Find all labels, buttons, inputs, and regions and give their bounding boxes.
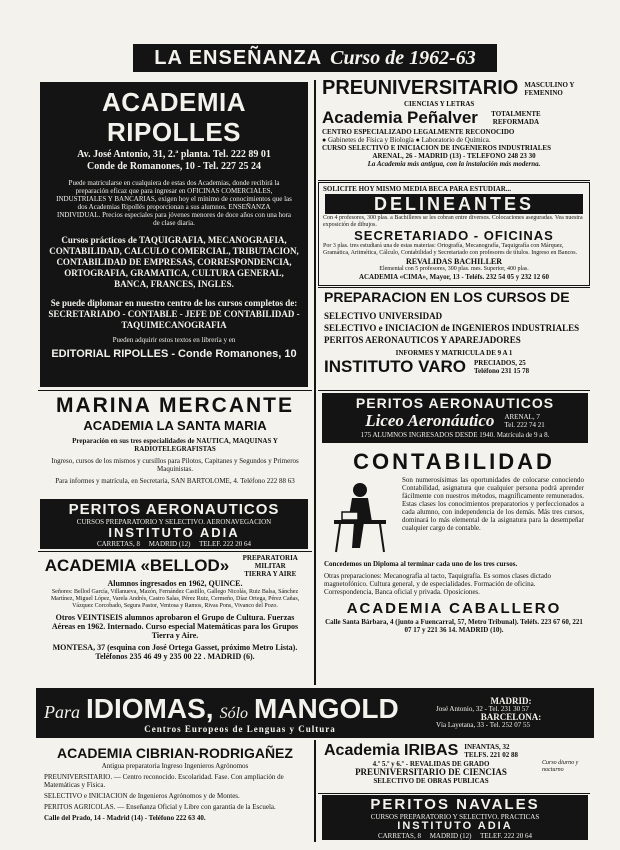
- caballero-diploma: Concedemos un Diploma al terminar cada uno de los tres cursos.: [324, 560, 518, 568]
- mangold-addresses: [436, 697, 586, 729]
- mangold-sub: Centros Europeos de Lenguas y Cultura: [144, 723, 336, 734]
- header-banner: [133, 44, 497, 72]
- navales-sub: CURSOS PREPARATORIO Y SELECTIVO. PRACTICAS: [370, 813, 540, 821]
- iribas-tel: TELFS. 221 02 88: [464, 751, 518, 759]
- penalver-ciencias: CIENCIAS Y LETRAS: [404, 100, 475, 108]
- bellod-tag-1: PREPARATORIA MILITAR: [242, 554, 298, 570]
- liceo-text: 175 ALUMNOS INGRESADOS DESDE 1940. Matrícula de 9 a 8.: [360, 431, 550, 439]
- cima-solicite: SOLICITE HOY MISMO MEDIA BECA PARA ESTUDIAR...: [323, 185, 512, 193]
- ripolles-address-1: Av. José Antonio, 31, 2.ª planta. Tel. 222 89 01: [77, 149, 271, 160]
- bellod-tag: [235, 554, 305, 578]
- mangold-barcelona-addr: Vía Layetana, 33 - Tel. 252 07 55: [436, 721, 531, 729]
- varo-contact: [474, 359, 529, 375]
- caballero-ad: [318, 446, 590, 684]
- bellod-line-2: Señores: Bellod García, Villanueva, Mazón, Fernández Castillo, Gallego Nicolás, Ruiz Balsa, Sánchez Martínez, Miguel López, Varela Andrés, Castro Salas, Pérez Ruiz, Cermeño, Díaz Ortega, Pérez Cañas, Vázquez Corcobado, Segura Pastor, Ventosa y Ramos, Rivas Pons, Vivanco del Pozo.: [50, 589, 300, 609]
- mangold-idiomas: IDIOMAS,: [86, 692, 214, 724]
- marina-text-2: Ingreso, cursos de los mismos y cursillos para Pilotos, Capitanes y Segundos y Primeros Maquinistas.: [51, 457, 299, 473]
- varo-informes: INFORMES Y MATRICULA DE 9 A 1: [395, 349, 513, 357]
- cibrian-line-1: Antigua preparatoria Ingreso Ingenieros Agrónomos: [101, 762, 249, 770]
- typist-illustration: [324, 476, 396, 556]
- bellod-ad: [38, 552, 312, 684]
- divider-bellod: [38, 551, 312, 552]
- column-divider-bottom: [314, 740, 316, 842]
- varo-preciados: PRECIADOS, 25: [474, 359, 526, 367]
- cima-sec-text: Por 3 plas. tres estudiará una de estas materias: Ortografía, Mecanografía, Taquigrafía con Márquez, Gramática, Aritmética, Cálculo, Contabilidad y Secretariado con profesores de títulos. Ingreso en Bancos.: [323, 243, 578, 256]
- penalver-masculino: MASCULINO Y FEMENINO: [524, 80, 575, 97]
- liceo-addr-1: ARENAL, 7: [504, 413, 540, 421]
- caballero-others: Otras preparaciones: Mecanografía al tacto, Taquigrafía. Es somos clases dictado magnetofónico. Cultura general, y de especialidades. Formación de oficina. Correspondencia, Banca oficial y privada. Oposiciones.: [324, 572, 551, 596]
- iribas-infantas: INFANTAS, 32: [464, 743, 510, 751]
- varo-line-3: PERITOS AERONAUTICOS Y APAREJADORES: [324, 335, 521, 345]
- iribas-title: Academia IRIBAS: [324, 742, 459, 759]
- cima-address: ACADEMIA «CIMA», Mayor, 13 - Teléfs. 232 54 05 y 232 12 60: [358, 273, 550, 281]
- liceo-address: [504, 413, 544, 429]
- varo-ad: [318, 288, 590, 390]
- caballero-title: CONTABILIDAD: [353, 449, 555, 474]
- varo-line-2: SELECTIVO e INICIACION de INGENIEROS INDUSTRIALES: [324, 323, 580, 333]
- ripolles-title: ACADEMIA RIPOLLES: [101, 87, 247, 147]
- ripolles-address-2: Conde de Romanones, 10 - Tel. 227 25 24: [87, 161, 261, 172]
- header-subtitle: Curso de 1962-63: [330, 46, 476, 69]
- adia-aero-name: INSTITUTO ADIA: [108, 525, 240, 540]
- ripolles-courses: Cursos prácticos de TAQUIGRAFIA, MECANOGRAFIA, CONTABILIDAD, CALCULO COMERCIAL, TRIBUTACION, CONTABILIDAD DE EMPRESAS, CORRESPONDENCIA, ORTOGRAFIA, GRAMATICA, CULTURA GENERAL, BANCA, FRANCES, INGLES.: [49, 235, 299, 289]
- mangold-barcelona-label: BARCELONA:: [480, 712, 542, 722]
- caballero-name: ACADEMIA CABALLERO: [346, 600, 562, 617]
- ripolles-diploma: Se puede diplomar en nuestro centro de los cursos completos de: SECRETARIADO - CONTABLE - JEFE DE CONTABILIDAD - TAQUIMECANOGRAFIA: [48, 298, 300, 330]
- penalver-ad: [318, 77, 590, 179]
- iribas-ad: [318, 742, 590, 792]
- iribas-side: Curso diurno y nocturno: [542, 760, 579, 773]
- iribas-line-2: PREUNIVERSITARIO DE CIENCIAS: [355, 767, 507, 777]
- cibrian-ad: [38, 742, 312, 840]
- liceo-name: Liceo Aeronáutico: [365, 411, 495, 430]
- penalver-preuniversitario: PREUNIVERSITARIO: [322, 77, 519, 99]
- cibrian-line-4: PERITOS AGRICOLAS. — Enseñanza Oficial y Libre con garantía de la Escuela.: [44, 803, 276, 811]
- varo-preparacion: PREPARACION EN LOS CURSOS DE: [324, 289, 570, 305]
- penalver-gabinetes: ● Gabinetes de Física y Biología ● Laboratorio de Química.: [322, 136, 491, 144]
- iribas-line-1: 4.º 5.º y 6.º - REVALIDAS DE GRADO: [372, 760, 490, 768]
- mangold-madrid-addr: José Antonio, 32 - Tel. 231 30 57: [436, 705, 529, 713]
- bellod-line-1: Alumnos ingresados en 1962, QUINCE.: [107, 579, 243, 588]
- ripolles-books: Pueden adquirir estos textos en librería y en: [112, 336, 236, 344]
- iribas-contact: [464, 743, 518, 759]
- mangold-name: MANGOLD: [254, 692, 399, 724]
- cibrian-address: Calle del Prado, 14 - Madrid (14) - Teléfono 222 63 40.: [44, 814, 206, 822]
- column-divider: [314, 80, 316, 685]
- marina-subtitle: ACADEMIA LA SANTA MARIA: [83, 418, 267, 433]
- liceo-addr-2: Tel. 222 74 21: [504, 421, 545, 429]
- navales-addr: CARRETAS, 8 MADRID (12) TELEF. 222 20 64: [377, 832, 533, 840]
- mangold-madrid-label: MADRID:: [490, 696, 532, 706]
- penalver-old: La Academia más antigua, con la instalación más moderna.: [367, 160, 541, 168]
- mangold-para: Para: [44, 701, 80, 722]
- marina-title: MARINA MERCANTE: [55, 394, 295, 417]
- marina-text-3: Para informes y matrícula, en Secretaría, SAN BARTOLOME, 4. Teléfono 222 88 63: [55, 477, 295, 485]
- cima-revalidas: REVALIDAS BACHILLER: [405, 257, 503, 266]
- divider-cima-varo: [318, 287, 590, 288]
- ripolles-editorial: EDITORIAL RIPOLLES - Conde Romanones, 10: [51, 348, 297, 360]
- penalver-curso: CURSO SELECTIVO E INICIACION DE INGENIEROS INDUSTRIALES: [322, 144, 551, 152]
- divider-penalver-cima: [318, 180, 590, 181]
- bellod-title: ACADEMIA «BELLOD»: [44, 556, 230, 575]
- navales-name: INSTITUTO ADIA: [397, 820, 513, 832]
- cima-del-text: Con 4 profesores, 300 plas. a Bachilleres se les cobran entre diversos. Colocaciones aseguradas. Vea nuestra exposición de dibujos.: [323, 215, 583, 228]
- mangold-solo: Sólo: [219, 704, 249, 722]
- marina-text-1: Preparación en sus tres especialidades de NAUTICA, MAQUINAS Y RADIOTELEGRAFISTAS: [72, 437, 278, 453]
- adia-aero-sub: CURSOS PREPARATORIO Y SELECTIVO. AERONAVEGACION: [76, 518, 272, 526]
- bellod-tag-2: TIERRA Y AIRE: [244, 570, 297, 578]
- divider-varo-liceo: [318, 390, 590, 391]
- navales-title: PERITOS NAVALES: [370, 796, 540, 813]
- cima-rev-text: Elemental con 5 profesores, 300 plas. mes. Superior, 400 plas.: [379, 266, 529, 272]
- cima-secretariado: SECRETARIADO - OFICINAS: [354, 228, 554, 243]
- penalver-totalmente: TOTALMENTE REFORMADA: [491, 110, 541, 126]
- navales-ad: [322, 795, 588, 840]
- caballero-text: Son numerosísimas las oportunidades de colocarse conociendo Contabilidad, asignatura que cualquier persona podrá aprender fácilmente con nuestros métodos, magníficamente remunerados. Estas clases los conocimientos preparatorios y perfeccionados a cada alumno, con independencia de los demás. Más tres cursos, dominará lo más elemental de la asignatura para la desempeñar cualquier cargo de contable.: [402, 476, 584, 532]
- divider-ripolles-marina: [38, 390, 312, 391]
- adia-aero-ad: [40, 499, 308, 549]
- adia-aero-addr: CARRETAS, 8 MADRID (12) TELEF. 222 20 64: [96, 540, 252, 548]
- penalver-address: ARENAL, 26 - MADRID (13) - TELEFONO 248 23 30: [372, 152, 536, 160]
- caballero-address: Calle Santa Bárbara, 4 (junto a Fuencarral, 57, Metro Tribunal). Teléfs. 223 67 60, 221 07 17 y 221 36 14. MADRID (10).: [325, 618, 583, 634]
- liceo-title: PERITOS AERONAUTICOS: [355, 395, 555, 411]
- cibrian-line-2: PREUNIVERSITARIO. — Centro reconocido. Escolaridad. Fase. Con ampliación de Matemáticas y Física.: [44, 773, 284, 789]
- cima-ad: [318, 182, 590, 286]
- divider-iribas-navales: [318, 793, 590, 794]
- ripolles-intro: Puede matricularse en cualquiera de estas dos Academias, donde recibirá la preparación eficaz que para ingresar en OFICINAS COMERCIALES, INDUSTRIALES Y BANCARIAS, exigen hoy el mínimo de conocimientos que las dos Academias Ripollés proporcionan a sus alumnos. ENSEÑANZA INDIVIDUAL. Precios especiales para jóvenes menores de doce años con una hora de clase diaria.: [56, 179, 292, 227]
- varo-tel: Teléfono 231 15 78: [474, 367, 530, 375]
- header-title: LA ENSEÑANZA: [154, 46, 323, 69]
- cibrian-title: ACADEMIA CIBRIAN-RODRIGAÑEZ: [57, 745, 293, 761]
- cima-delineantes: DELINEANTES: [325, 194, 583, 214]
- cibrian-line-3: SELECTIVO e INICIACION de Ingenieros Agrónomos y de Montes.: [44, 792, 240, 800]
- penalver-centro: CENTRO ESPECIALIZADO LEGALMENTE RECONOCIDO: [322, 128, 515, 136]
- ripolles-ad: [40, 82, 308, 387]
- bellod-line-4: MONTESA, 37 (esquina con José Ortega Gasset, próximo Metro Lista). Teléfonos 235 46 49 y 235 00 22 . MADRID (6).: [52, 643, 298, 661]
- liceo-ad: [322, 393, 588, 443]
- iribas-line-3: SELECTIVO DE OBRAS PUBLICAS: [373, 777, 489, 785]
- bellod-line-3: Otros VEINTISEIS alumnos aprobaron el Grupo de Cultura. Fuerzas Aéreas en 1962. Internado. Curso especial Matemáticas para los Grupos Tierra y Aire.: [51, 613, 299, 640]
- varo-line-1: SELECTIVO UNIVERSIDAD: [324, 311, 443, 321]
- adia-aero-title: PERITOS AERONAUTICOS: [68, 501, 280, 518]
- marina-ad: [38, 392, 312, 496]
- varo-name: INSTITUTO VARO: [324, 357, 466, 376]
- penalver-name: Academia Peñalver: [322, 108, 478, 127]
- mangold-ad: [36, 688, 594, 738]
